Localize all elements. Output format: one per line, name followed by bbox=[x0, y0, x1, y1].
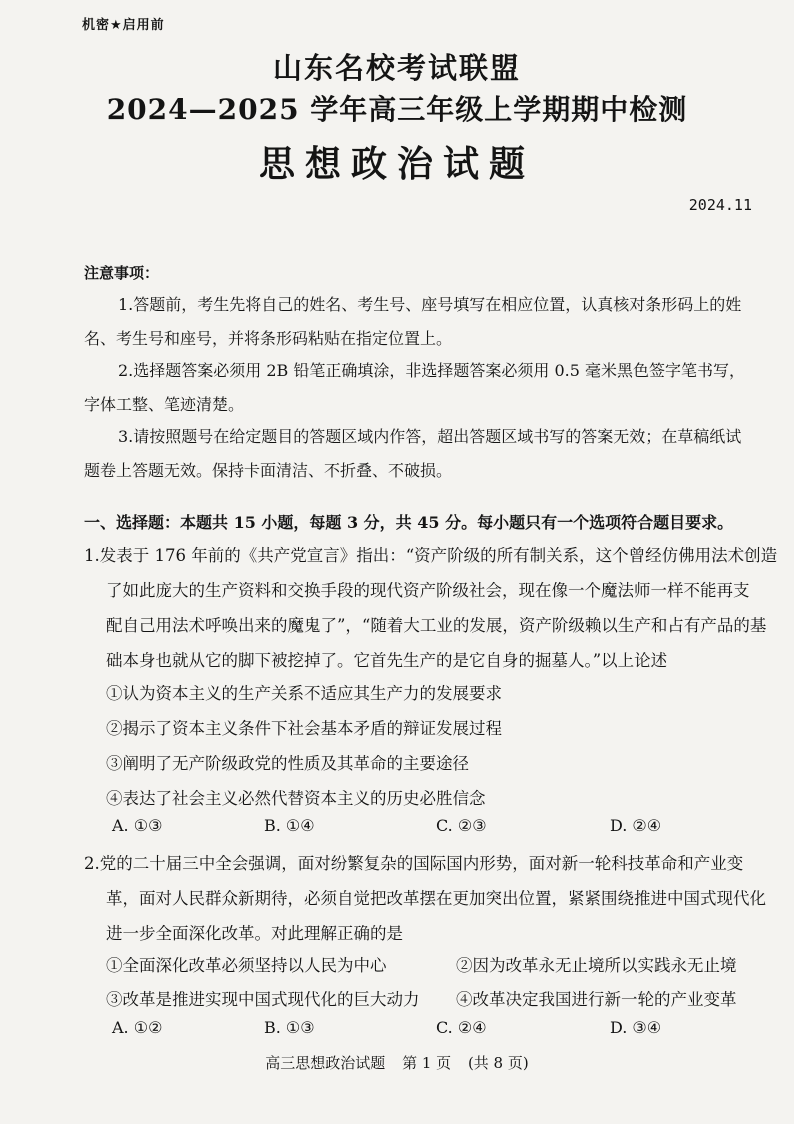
q2-choice-d: D. ③④ bbox=[610, 1018, 662, 1037]
note-2-line-1: 2.选择题答案必须用 2B 铅笔正确填涂，非选择题答案必须用 0.5 毫米黑色签字笔书写， bbox=[118, 361, 745, 380]
q1-option-3: ③阐明了无产阶级政党的性质及其革命的主要途径 bbox=[106, 754, 469, 773]
note-item-3 bbox=[84, 420, 774, 488]
q1-option-2: ②揭示了资本主义条件下社会基本矛盾的辩证发展过程 bbox=[106, 719, 502, 738]
footer-total: (共 8 页) bbox=[467, 1054, 529, 1072]
q2-option-1: ①全面深化改革必须坚持以人民为中心 bbox=[106, 956, 387, 975]
question-1-stem bbox=[84, 538, 790, 678]
q2-stem-line: 革，面对人民群众新期待，必须自觉把改革摆在更加突出位置，紧紧围绕推进中国式现代化 bbox=[106, 889, 766, 908]
note-1-line-2: 名、考生号和座号，并将条形码粘贴在指定位置上。 bbox=[84, 329, 453, 348]
q2-stem-line: 进一步全面深化改革。对此理解正确的是 bbox=[106, 924, 403, 943]
q1-stem-line: 配自己用法术呼唤出来的魔鬼了”，“随着大工业的发展，资产阶级赖以生产和占有产品的基 bbox=[106, 616, 767, 635]
note-3-line-1: 3.请按照题号在给定题目的答题区域内作答，超出答题区域书写的答案无效；在草稿纸试 bbox=[118, 427, 742, 446]
q2-option-2: ②因为改革永无止境所以实践永无止境 bbox=[456, 956, 737, 975]
q2-choice-b: B. ①③ bbox=[264, 1018, 315, 1037]
q1-choice-c: C. ②③ bbox=[436, 816, 487, 835]
alliance-title: 山东名校考试联盟 bbox=[272, 51, 521, 85]
q1-choice-d: D. ②④ bbox=[610, 816, 662, 835]
q1-choice-a: A. ①③ bbox=[112, 816, 163, 835]
q1-option-4: ④表达了社会主义必然代替资本主义的历史必胜信念 bbox=[106, 789, 486, 808]
q2-stem-line: 2.党的二十届三中全会强调，面对纷繁复杂的国际国内形势，面对新一轮科技革命和产业变 bbox=[84, 854, 744, 873]
note-item-1 bbox=[84, 288, 774, 356]
page-footer bbox=[0, 1052, 794, 1073]
q2-choice-a: A. ①② bbox=[112, 1018, 163, 1037]
q1-option-1: ①认为资本主义的生产关系不适应其生产力的发展要求 bbox=[106, 684, 502, 703]
q2-option-4: ④改革决定我国进行新一轮的产业变革 bbox=[456, 990, 737, 1009]
subject-title: 思想政治试题 bbox=[258, 143, 535, 185]
exam-date: 2024.11 bbox=[688, 196, 752, 214]
note-3-line-2: 题卷上答题无效。保持卡面清洁、不折叠、不破损。 bbox=[84, 461, 453, 480]
q2-option-3: ③改革是推进实现中国式现代化的巨大动力 bbox=[106, 990, 420, 1009]
note-2-line-2: 字体工整、笔迹清楚。 bbox=[84, 395, 245, 414]
q1-choice-b: B. ①④ bbox=[264, 816, 315, 835]
footer-subject: 高三思想政治试题 bbox=[265, 1054, 386, 1072]
question-2-stem bbox=[84, 846, 790, 951]
q1-stem-line: 了如此庞大的生产资料和交换手段的现代资产阶级社会，现在像一个魔法师一样不能再支 bbox=[106, 581, 750, 600]
q2-choice-c: C. ②④ bbox=[436, 1018, 487, 1037]
footer-page: 第 1 页 bbox=[402, 1054, 452, 1072]
notes-title: 注意事项： bbox=[84, 264, 160, 282]
q1-stem-line: 1.发表于 176 年前的《共产党宣言》指出：“资产阶级的所有制关系，这个曾经仿佛用法术创造 bbox=[84, 546, 778, 565]
note-item-2 bbox=[84, 354, 774, 422]
note-1-line-1: 1.答题前，考生先将自己的姓名、考生号、座号填写在相应位置，认真核对条形码上的姓 bbox=[118, 295, 742, 314]
secret-mark: 机密★启用前 bbox=[82, 18, 165, 33]
exam-title: 2024—2025 学年高三年级上学期期中检测 bbox=[106, 93, 688, 126]
section-title: 一、选择题：本题共 15 小题，每题 3 分，共 45 分。每小题只有一个选项符合题目要求。 bbox=[84, 513, 734, 532]
q1-stem-line: 础本身也就从它的脚下被挖掉了。它首先生产的是它自身的掘墓人。”以上论述 bbox=[106, 651, 668, 670]
